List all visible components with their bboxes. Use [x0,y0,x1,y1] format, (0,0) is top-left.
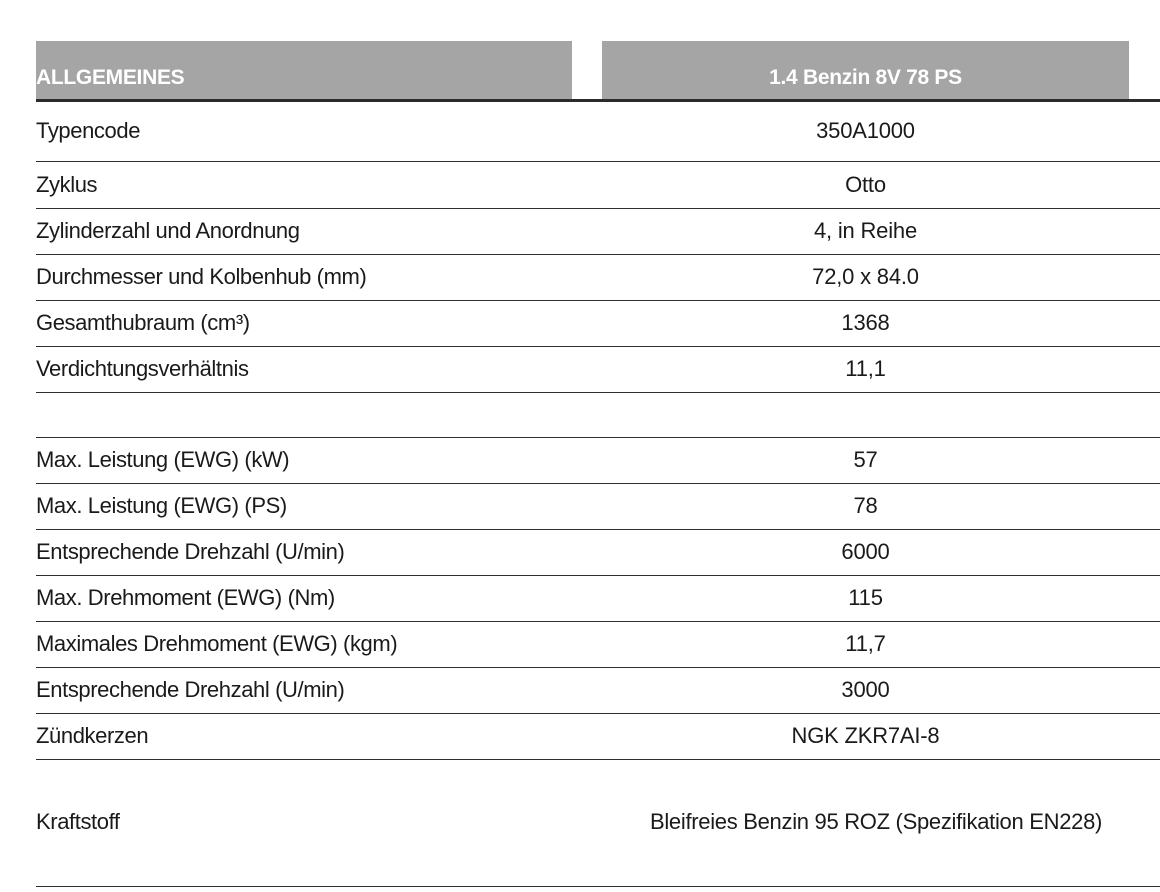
row-value: 115 [848,585,883,610]
row-label: Verdichtungsverhältnis [36,356,249,381]
row-label: Gesamthubraum (cm³) [36,310,250,335]
row-label: Zündkerzen [36,723,149,748]
row-label: Kraftstoff [36,809,120,834]
row-value: 78 [853,493,878,518]
row-label: Entsprechende Drehzahl (U/min) [36,677,345,702]
table-row [36,255,1160,301]
row-label: Zylinderzahl und Anordnung [36,218,300,243]
table-row [36,301,1160,347]
row-value: 11,1 [845,356,886,381]
row-value: Otto [845,172,886,197]
row-value: 72,0 x 84.0 [812,264,919,289]
table-row-empty [36,393,1160,438]
row-label: Max. Leistung (EWG) (kW) [36,447,290,472]
row-value: 11,7 [845,631,886,656]
row-label: Maximales Drehmoment (EWG) (kgm) [36,631,398,656]
table-row [36,484,1160,530]
table-row [36,622,1160,668]
row-value: 57 [853,447,878,472]
table-row [36,438,1160,484]
row-value: 6000 [841,539,890,564]
table-row [36,209,1160,255]
row-label: Max. Drehmoment (EWG) (Nm) [36,585,335,610]
row-value: 350A1000 [816,118,915,143]
table-row [36,162,1160,209]
row-value: 1368 [841,310,890,335]
table-row [36,530,1160,576]
row-value: Bleifreies Benzin 95 ROZ (Spezifikation EN228) [649,809,1103,834]
table-row [36,102,1160,162]
table-row-fuel [36,760,1160,887]
row-value: NGK ZKR7AI-8 [791,723,940,748]
table-row [36,714,1160,760]
row-value: 4, in Reihe [814,218,917,243]
engine-title: 1.4 Benzin 8V 78 PS [769,66,962,89]
section-title: ALLGEMEINES [36,66,185,89]
table-row [36,668,1160,714]
row-label: Entsprechende Drehzahl (U/min) [36,539,345,564]
table-row [36,347,1160,393]
row-label: Durchmesser und Kolbenhub (mm) [36,264,367,289]
row-label: Zyklus [36,172,98,197]
row-value: 3000 [841,677,890,702]
row-label: Max. Leistung (EWG) (PS) [36,493,287,518]
row-label: Typencode [36,118,141,143]
table-row [36,576,1160,622]
